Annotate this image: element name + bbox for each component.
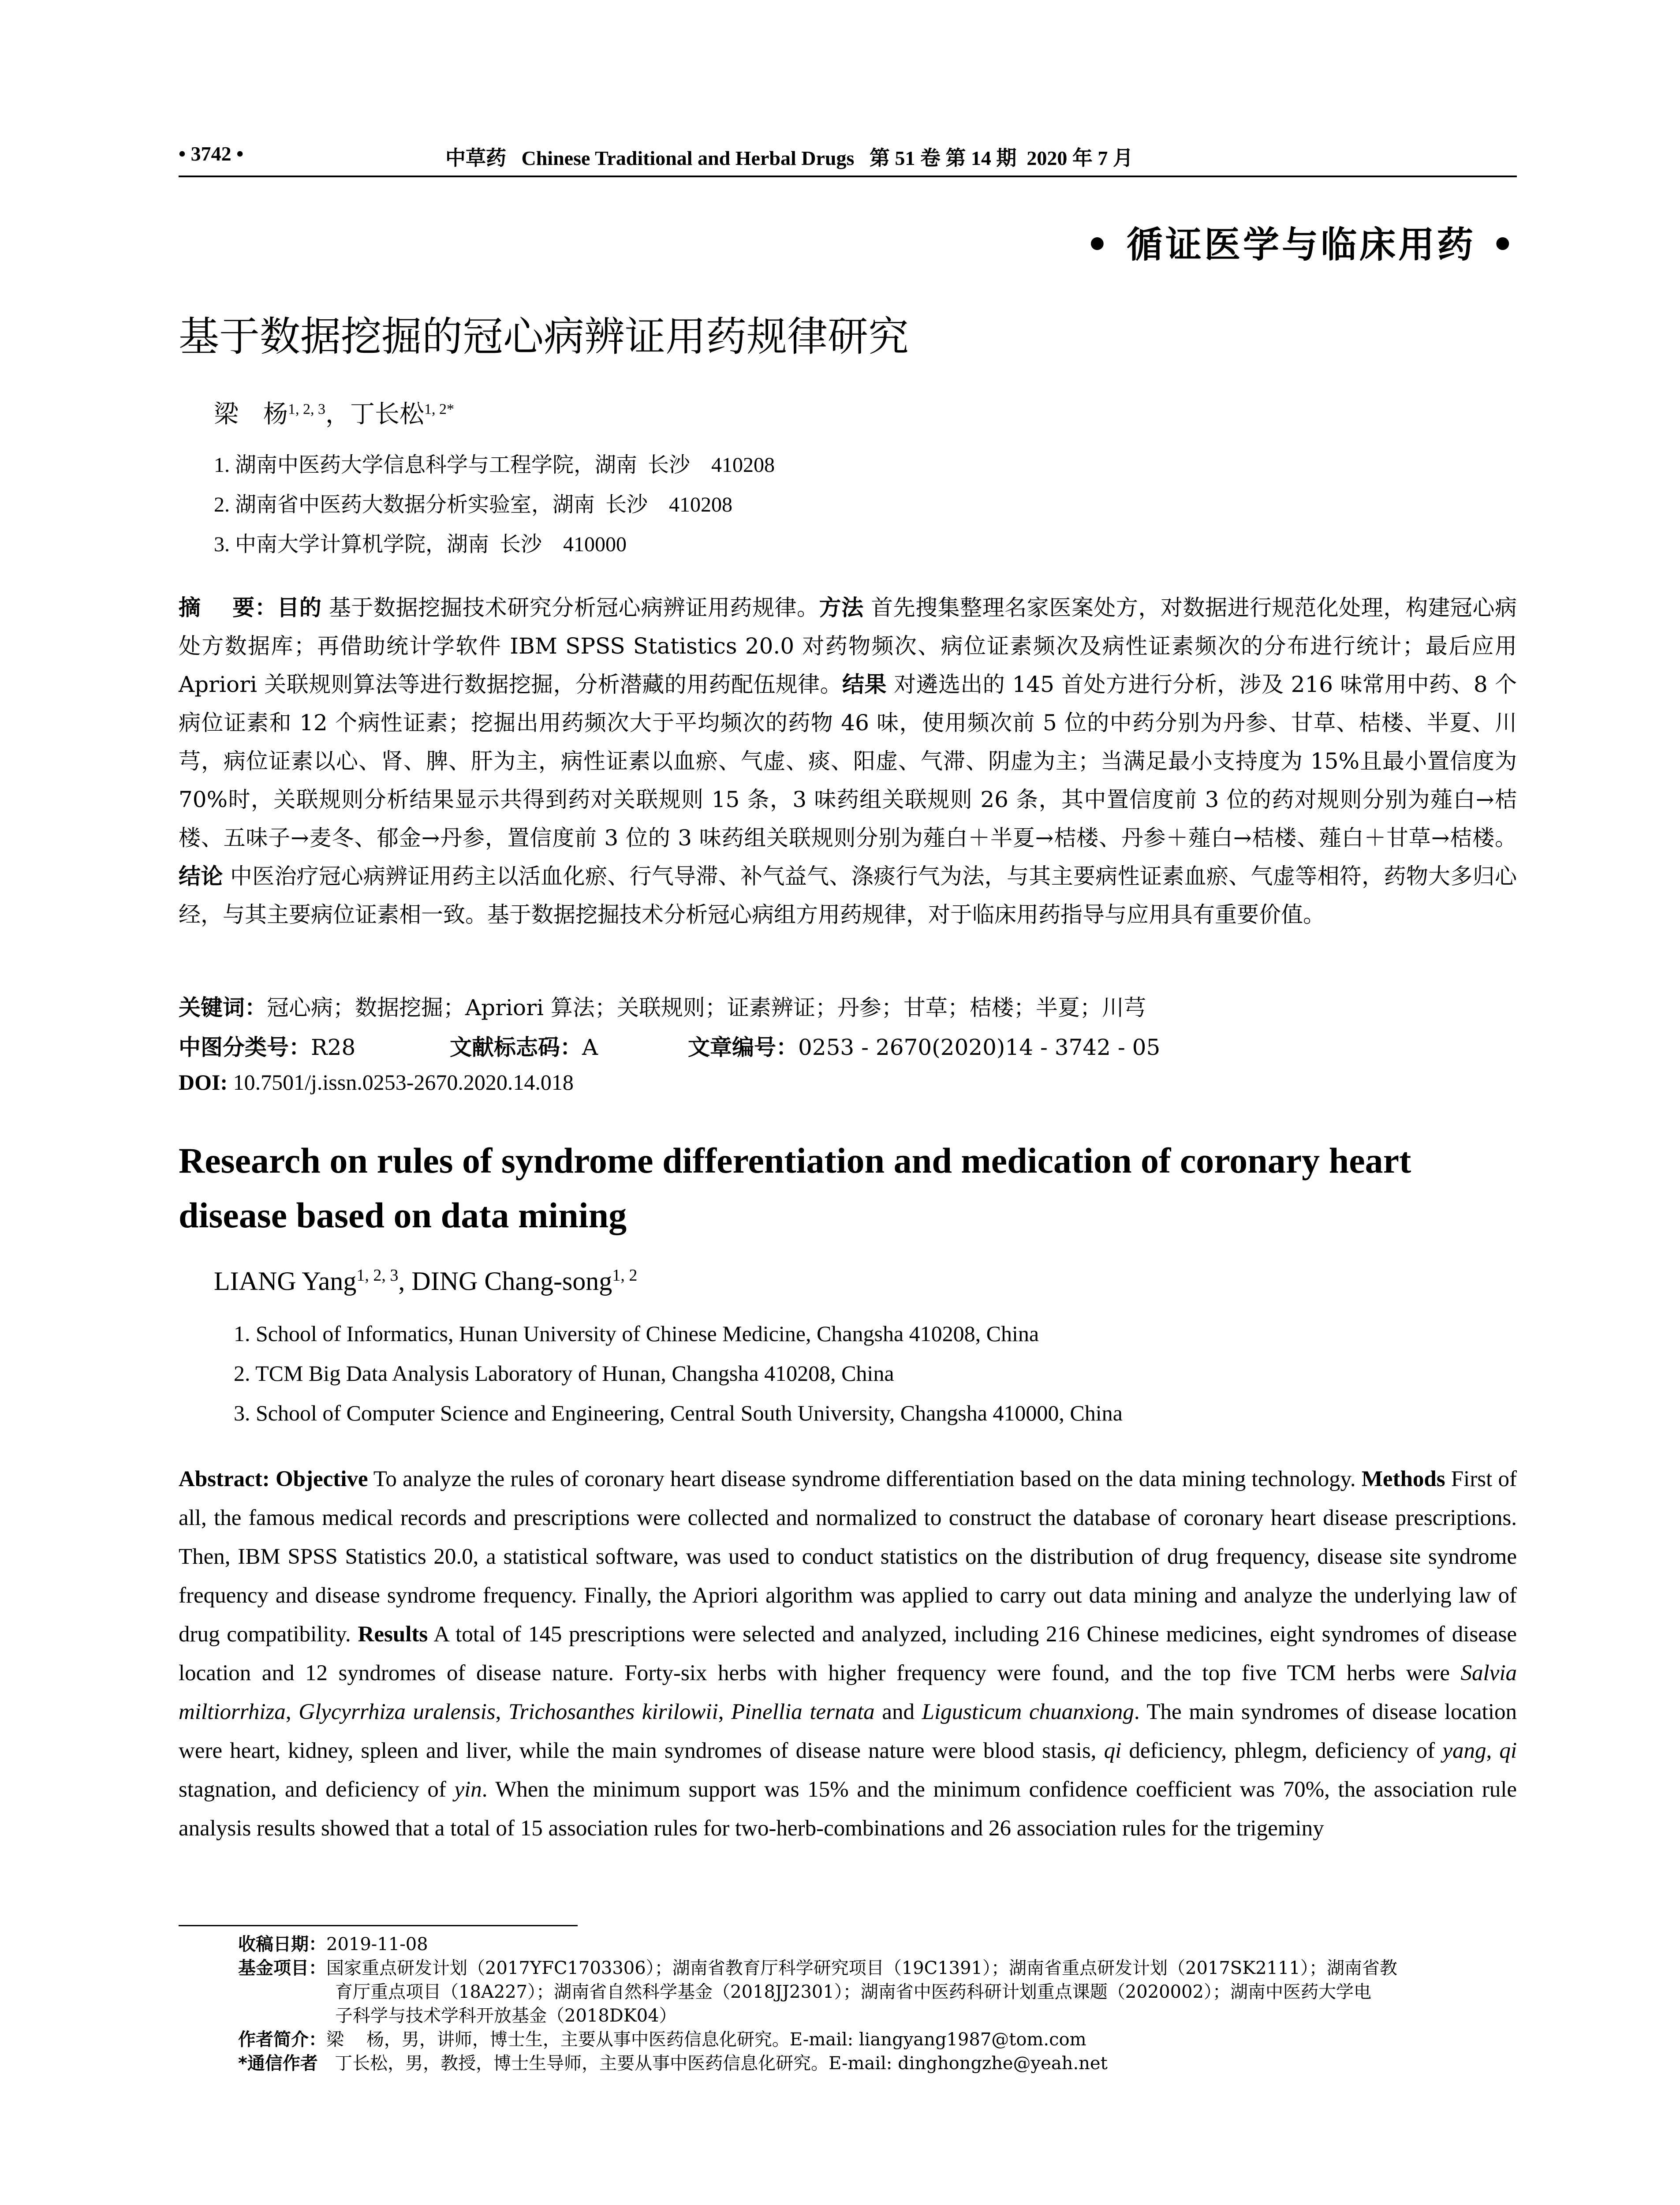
en-author-1: LIANG Yang (214, 1267, 357, 1296)
author-1-affil: 1, 2, 3 (288, 401, 325, 418)
doi-line (179, 1069, 574, 1095)
doc-code-line (450, 1030, 598, 1061)
chinese-authors (214, 395, 454, 430)
term: qi (1499, 1738, 1517, 1763)
punct: , (718, 1700, 732, 1724)
en-results-label: Results (358, 1622, 428, 1647)
methods-label: 方法 (819, 595, 864, 620)
author-2: ，丁长松 (325, 401, 424, 428)
author-bio-text: 梁 杨，男，讲师，博士生，主要从事中医药信息化研究。E-mail: liangyang1987@tom.com (326, 2029, 1086, 2050)
cn-affiliation-2: 2. 湖南省中医药大数据分析实验室，湖南 长沙 410208 (214, 493, 733, 516)
en-results-text: A total of 145 prescriptions were selected and analyzed, including 216 Chinese medicines, eight syndromes of disease location and 12 syndromes of disease nature. Forty-six herbs with higher frequency were found, and the top five TCM herbs were (179, 1622, 1517, 1686)
fund-label: 基金项目： (238, 1958, 326, 1978)
english-abstract (179, 1460, 1517, 1848)
keywords-line (179, 990, 1146, 1022)
cn-affiliation-3: 3. 中南大学计算机学院，湖南 长沙 410000 (214, 533, 627, 556)
chinese-title: 基于数据挖掘的冠心病辨证用药规律研究 (179, 313, 909, 360)
fund-text-2: 育厅重点项目（18A227）；湖南省自然科学基金（2018JJ2301）；湖南省中医药科研计划重点课题（2020002）；湖南中医药大学电 (335, 1982, 1371, 2002)
en-affiliation-1: 1. School of Informatics, Hunan University of Chinese Medicine, Changsha 410208, China (234, 1321, 1039, 1346)
author-bio (238, 2028, 1517, 2052)
cn-affiliation-1: 1. 湖南中医药大学信息科学与工程学院，湖南 长沙 410208 (214, 453, 775, 477)
clc-label: 中图分类号： (179, 1035, 311, 1060)
herb-name: Glycyrrhiza uralensis (299, 1700, 496, 1724)
herb-name: Salvia miltiorrhiza (179, 1661, 1517, 1724)
en-author-2-affil: 1, 2 (612, 1266, 638, 1285)
en-author-1-affil: 1, 2, 3 (356, 1266, 399, 1285)
corresponding-author (238, 2052, 1517, 2075)
classification-line (179, 1030, 355, 1061)
herb-name: Trichosanthes kirilowii (508, 1700, 718, 1724)
conclusion-text: 中医治疗冠心病辨证用药主以活血化瘀、行气导滞、补气益气、涤痰行气为法，与其主要病性证素血瘀、气虚等相符，药物大多归心经，与其主要病位证素相一致。基于数据挖掘技术分析冠心病组方用药规律，对于临床用药指导与应用具有重要价值。 (179, 863, 1517, 927)
en-objective-text: To analyze the rules of coronary heart disease syndrome differentiation based on the data mining technology. (368, 1467, 1362, 1491)
doi-value: 10.7501/j.issn.0253-2670.2020.14.018 (228, 1070, 574, 1095)
fund-text-3: 子科学与技术学科开放基金（2018DK04） (335, 2006, 677, 2026)
en-author-2: , DING Chang-song (398, 1267, 612, 1296)
doc-code-label: 文献标志码： (450, 1035, 582, 1060)
punct: , (1486, 1738, 1500, 1763)
author-bio-label: 作者简介： (238, 2029, 326, 2050)
running-header: 中草药 Chinese Traditional and Herbal Drugs 第 51 卷 第 14 期 2020 年 7 月 (445, 147, 1133, 169)
punct: , (285, 1700, 299, 1724)
received-label: 收稿日期： (238, 1934, 326, 1955)
punct: , (495, 1700, 509, 1724)
clc-value: R28 (311, 1035, 356, 1060)
doi-label: DOI: (179, 1070, 228, 1095)
term: yin (454, 1777, 482, 1802)
article-number-value: 0253 - 2670(2020)14 - 3742 - 05 (798, 1035, 1161, 1060)
results-text: 对遴选出的 145 首处方进行分析，涉及 216 味常用中药、8 个病位证素和 12 个病性证素；挖掘出用药频次大于平均频次的药物 46 味，使用频次前 5 位的中药分别为丹参、甘草、桔楼、半夏、川芎，病位证素以心、肾、脾、肝为主，病性证素以血瘀、气虚、痰、阳虚、气滞、阴虚为主；当满足最小支持度为 15%且最小置信度为 70%时，关联规则分析结果显示共得到药对关联规则 15 条，3 味药组关联规则 26 条，其中置信度前 3 位的药对规则分别为薤白→桔楼、五味子→麦冬、郁金→丹参，置信度前 3 位的 3 味药组关联规则分别为薤白＋半夏→桔楼、丹参＋薤白→桔楼、薤白＋甘草→桔楼。 (179, 672, 1517, 851)
term: qi (1104, 1738, 1122, 1763)
english-authors (214, 1266, 637, 1297)
header-rule (179, 176, 1517, 177)
page-number: • 3742 • (179, 142, 244, 165)
en-objective-label: Abstract: Objective (179, 1467, 368, 1491)
term: yang (1442, 1738, 1486, 1763)
objective-label: 目的 (277, 595, 322, 620)
en-results-text: deficiency, phlegm, deficiency of (1121, 1738, 1443, 1763)
received-date (238, 1932, 1517, 1956)
fund-info (238, 1956, 1517, 2028)
en-results-text: . The main syndromes of disease location were heart, kidney, spleen and liver, while the main syndromes of disease nature were blood stasis, (179, 1700, 1517, 1763)
methods-text: 首先搜集整理名家医案处方，对数据进行规范化处理，构建冠心病处方数据库；再借助统计学软件 IBM SPSS Statistics 20.0 对药物频次、病位证素频次及病性证素频次的分布进行统计；最后应用 Apriori 关联规则算法等进行数据挖掘，分析潜藏的用药配伍规律。 (179, 595, 1517, 697)
en-affiliation-2: 2. TCM Big Data Analysis Laboratory of Hunan, Changsha 410208, China (234, 1361, 894, 1386)
article-number-line (688, 1030, 1160, 1061)
section-tag: • 循证医学与临床用药 • (1086, 224, 1517, 266)
conjunction: and (874, 1700, 922, 1724)
en-methods-text: First of all, the famous medical records and prescriptions were collected and normalized to construct the database of coronary heart disease prescriptions. Then, IBM SPSS Statistics 20.0, a statistical software, was used to conduct statistics on the distribution of drug frequency, disease site syndrome frequency and disease syndrome frequency. Finally, the Apriori algorithm was applied to carry out data mining and analyze the underlying law of drug compatibility. (179, 1467, 1517, 1647)
en-affiliation-3: 3. School of Computer Science and Engineering, Central South University, Changsha 410000, China (234, 1401, 1123, 1425)
en-results-text: stagnation, and deficiency of (179, 1777, 455, 1802)
chinese-abstract (179, 589, 1517, 934)
herb-name: Ligusticum chuanxiong (922, 1700, 1134, 1724)
abstract-label: 摘 要： (179, 595, 277, 620)
corresponding-text: 丁长松，男，教授，博士生导师，主要从事中医药信息化研究。E-mail: dinghongzhe@yeah.net (317, 2053, 1108, 2074)
en-methods-label: Methods (1361, 1467, 1445, 1491)
author-1: 梁 杨 (214, 401, 288, 428)
received-value: 2019-11-08 (326, 1934, 428, 1955)
en-results-text: . When the minimum support was 15% and the minimum confidence coefficient was 70%, the association rule analysis results showed that a total of 15 association rules for two-herb-combinations and 26 association rules for the trigeminy (179, 1777, 1517, 1841)
footnote-rule (179, 1925, 578, 1926)
author-2-affil: 1, 2* (424, 401, 454, 418)
herb-name: Pinellia ternata (731, 1700, 875, 1724)
objective-text: 基于数据挖掘技术研究分析冠心病辨证用药规律。 (321, 595, 819, 620)
keywords: 冠心病；数据挖掘；Apriori 算法；关联规则；证素辨证；丹参；甘草；桔楼；半夏；川芎 (267, 995, 1146, 1020)
english-title: Research on rules of syndrome differentiation and medication of coronary heart disease based on data mining (179, 1140, 1411, 1235)
doc-code-value: A (582, 1035, 598, 1060)
conclusion-label: 结论 (179, 863, 223, 889)
results-label: 结果 (842, 672, 887, 697)
keywords-label: 关键词： (179, 995, 267, 1020)
corresponding-label: *通信作者 (238, 2053, 318, 2074)
article-number-label: 文章编号： (688, 1035, 798, 1060)
fund-text-1: 国家重点研发计划（2017YFC1703306）；湖南省教育厅科学研究项目（19C1391）；湖南省重点研发计划（2017SK2111）；湖南省教 (326, 1958, 1397, 1978)
